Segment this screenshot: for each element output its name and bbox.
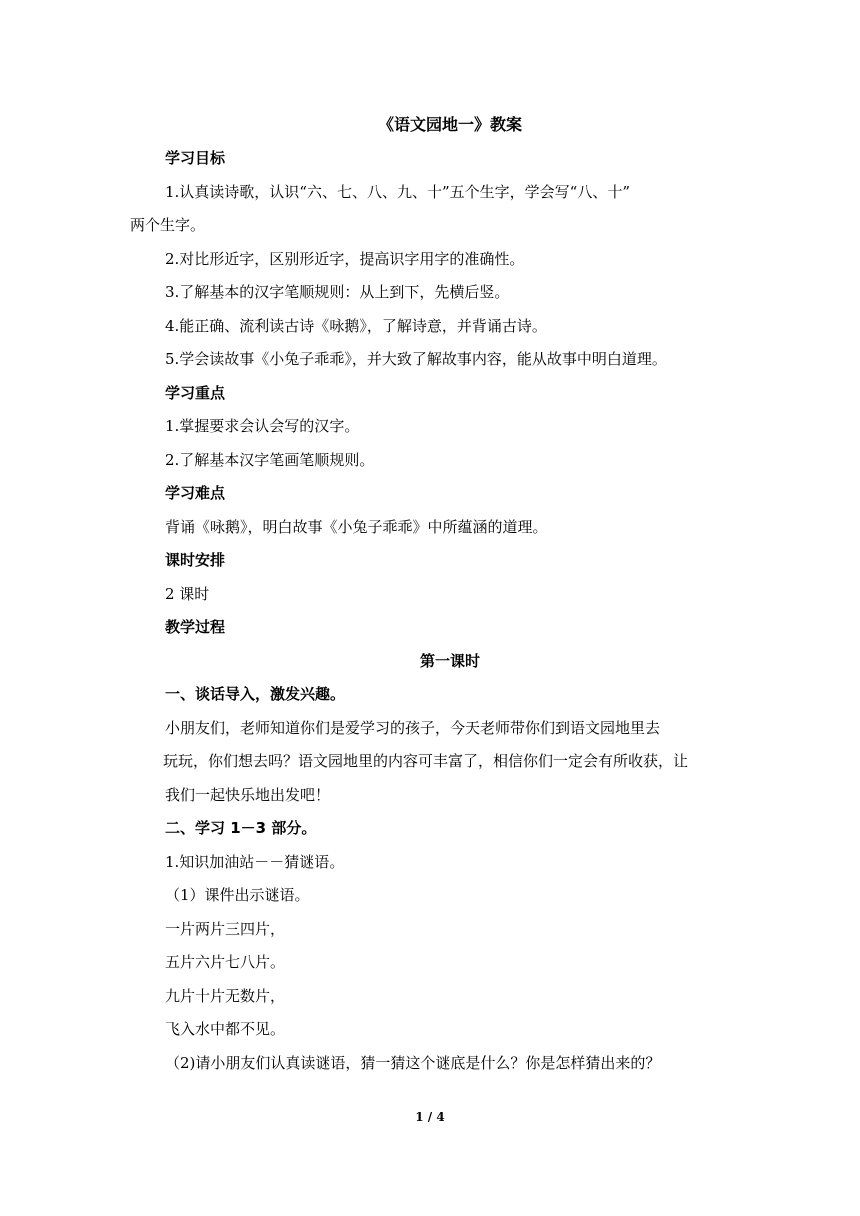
goal-2: 2.对比形近字，区别形近字，提高识字用字的准确性。 [165,249,525,268]
key-point-1: 1.掌握要求会认会写的汉字。 [165,417,360,435]
lesson-1-heading: 第一课时 [419,651,480,670]
goal-3: 3.了解基本的汉字笔顺规则：从上到下，先横后竖。 [165,283,510,301]
section-heading-key-points: 学习重点 [165,383,226,402]
schedule-text: 2 课时 [165,584,210,603]
step-2-item-1: 1.知识加油站－－猜谜语。 [165,852,345,871]
document-body [130,108,735,1080]
goal-5: 5.学会读故事《小兔子乖乖》，并大致了解故事内容，能从故事中明白道理。 [165,350,667,368]
riddle-line-1: 一片两片三四片， [165,919,286,938]
step-1-line-1: 小朋友们，老师知道你们是爱学习的孩子，今天老师带你们到语文园地里去 [165,718,661,737]
difficulty-1: 背诵《咏鹅》，明白故事《小兔子乖乖》中所蕴涵的道理。 [165,517,548,536]
key-point-2: 2.了解基本汉字笔画笔顺规则。 [165,450,375,469]
step-2-heading: 二、学习 1－3 部分。 [165,819,317,837]
riddle-line-4: 飞入水中都不见。 [165,1020,286,1038]
goal-1-line-1: 1.认真读诗歌，认识“六、七、八、九、十”五个生字，学会写“八、十” [165,182,630,201]
goal-1-line-2: 两个生字。 [130,216,206,234]
step-1-line-2: 玩玩，你们想去吗？语文园地里的内容可丰富了，相信你们一定会有所收获，让 [163,752,689,770]
goal-4: 4.能正确、流利读古诗《咏鹅》，了解诗意，并背诵古诗。 [165,316,547,335]
riddle-line-2: 五片六片七八片。 [165,953,286,971]
step-1-line-3: 我们一起快乐地出发吧！ [165,785,331,804]
step-1-heading: 一、谈话导入，激发兴趣。 [165,685,346,703]
step-2-sub-1: （1）课件出示谜语。 [165,886,310,904]
section-heading-goals: 学习目标 [165,149,226,167]
section-heading-difficulties: 学习难点 [165,484,226,502]
page-number: 1 / 4 [415,1110,445,1124]
step-2-sub-2: （2)请小朋友们认真读谜语，猜一猜这个谜底是什么？你是怎样猜出来的？ [165,1053,661,1072]
section-heading-schedule: 课时安排 [165,551,226,569]
riddle-line-3: 九片十片无数片， [165,986,286,1005]
section-heading-process: 教学过程 [165,618,226,636]
document-title: 《语文园地一》教案 [377,115,522,134]
